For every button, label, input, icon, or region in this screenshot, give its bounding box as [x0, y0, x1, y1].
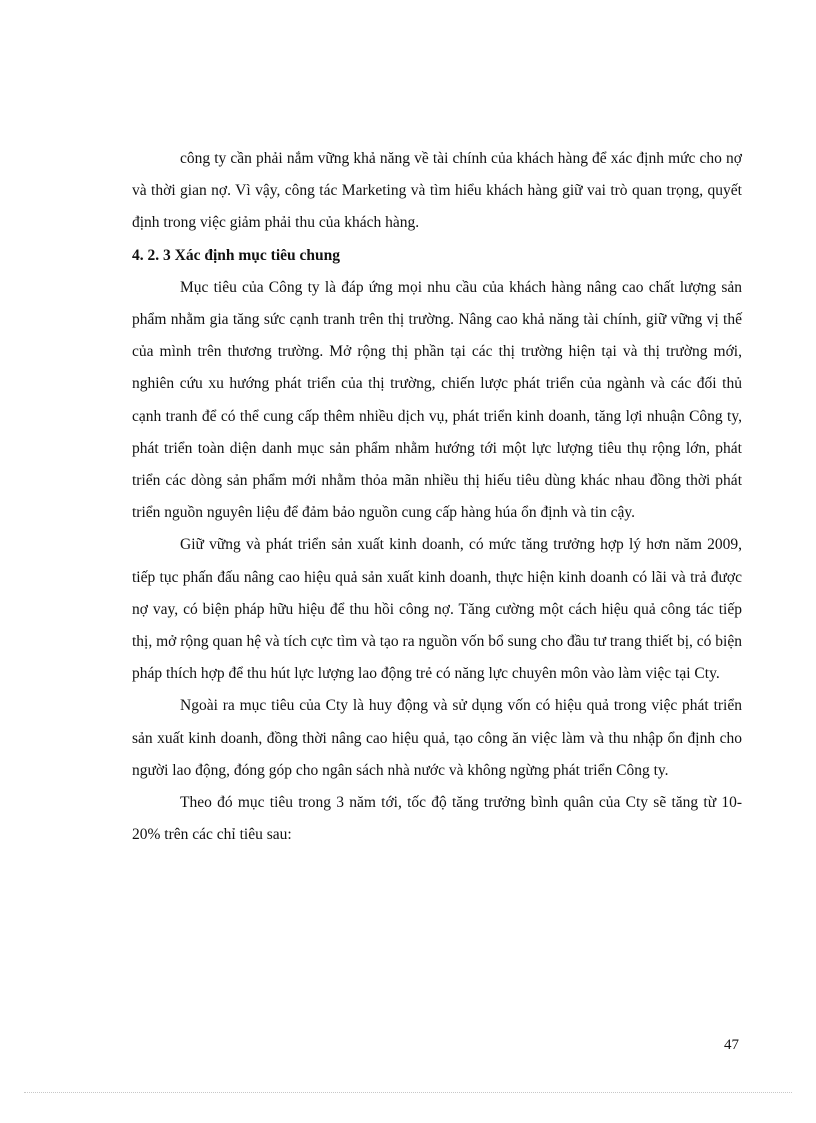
document-body: [132, 143, 742, 851]
paragraph-4: Theo đó mục tiêu trong 3 năm tới, tốc độ tăng trưởng bình quân của Cty sẽ tăng từ 10-20% trên các chỉ tiêu sau:: [132, 794, 742, 844]
page-number: 47: [724, 1037, 739, 1053]
paragraph-3: Ngoài ra mục tiêu của Cty là huy động và sử dụng vốn có hiệu quả trong việc phát triển sản xuất kinh doanh, đồng thời nâng cao hiệu quả, tạo công ăn việc làm và thu nhập ổn định cho người lao động, đóng góp cho ngân sách nhà nước và không ngừng phát triển Công ty.: [132, 697, 742, 779]
paragraph-1: Mục tiêu của Công ty là đáp ứng mọi nhu cầu của khách hàng nâng cao chất lượng sản phẩm nhằm gia tăng sức cạnh tranh trên thị trường. Nâng cao khả năng tài chính, giữ vững vị thế của mình trên thương trường. Mở rộng thị phần tại các thị trường hiện tại và thị trường mới, nghiên cứu xu hướng phát triển của thị trường, chiến lược phát triển của ngành và các đối thủ cạnh tranh để có thể cung cấp thêm nhiều dịch vụ, phát triển kinh doanh, tăng lợi nhuận Công ty, phát triển toàn diện danh mục sản phẩm nhằm hướng tới một lực lượng tiêu thụ rộng lớn, phát triển các dòng sản phẩm mới nhằm thỏa mãn nhiều thị hiếu tiêu dùng khác nhau đồng thời phát triển nguồn nguyên liệu để đảm bảo nguồn cung cấp hàng húa ổn định và tin cậy.: [132, 278, 742, 522]
section-heading: 4. 2. 3 Xác định mục tiêu chung: [132, 246, 340, 264]
page-bottom-divider: [24, 1092, 792, 1093]
paragraph-2: Giữ vững và phát triển sản xuất kinh doanh, có mức tăng trưởng hợp lý hơn năm 2009, tiếp tục phấn đấu nâng cao hiệu quả sản xuất kinh doanh, thực hiện kinh doanh có lãi và trả được nợ vay, có biện pháp hữu hiệu để thu hồi công nợ. Tăng cường một cách hiệu quả công tác tiếp thị, mở rộng quan hệ và tích cực tìm và tạo ra nguồn vốn bổ sung cho đầu tư trang thiết bị, có biện pháp thích hợp để thu hút lực lượng lao động trẻ có năng lực chuyên môn vào làm việc tại Cty.: [132, 536, 742, 683]
paragraph-intro: công ty cần phải nắm vững khả năng về tài chính của khách hàng để xác định mức cho nợ và thời gian nợ. Vì vậy, công tác Marketing và tìm hiểu khách hàng giữ vai trò quan trọng, quyết định trong việc giảm phải thu của khách hàng.: [132, 150, 742, 232]
